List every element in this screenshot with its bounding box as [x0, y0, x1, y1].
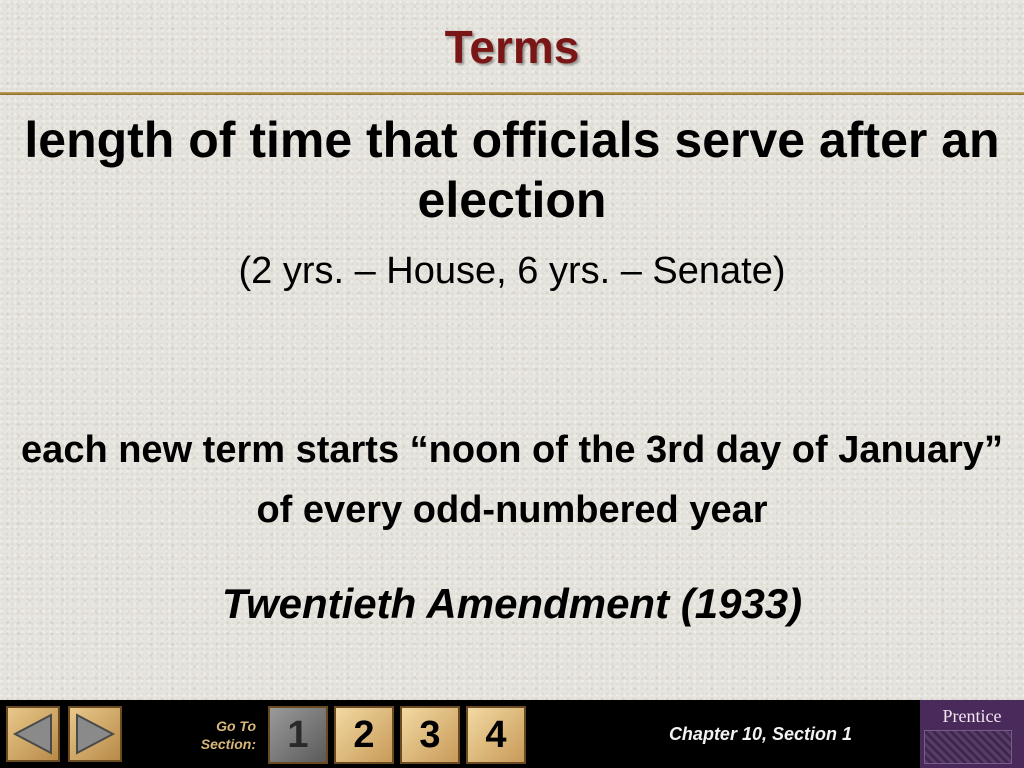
logo-emblem	[924, 730, 1012, 764]
amendment-reference: Twentieth Amendment (1933)	[221, 580, 803, 627]
chapter-section-label: Chapter 10, Section 1	[668, 724, 852, 744]
arrow-left-icon	[11, 711, 55, 757]
section-3-button[interactable]: 3	[400, 706, 460, 764]
section-4-button[interactable]: 4	[466, 706, 526, 764]
logo-text: Prentice	[942, 706, 1002, 726]
next-slide-button[interactable]	[68, 706, 122, 762]
slide-title: Terms	[444, 21, 580, 73]
section-2-button[interactable]: 2	[334, 706, 394, 764]
arrow-right-icon	[73, 711, 117, 757]
navigation-footer	[0, 700, 1024, 768]
title-divider	[0, 92, 1024, 95]
term-start-text: each new term starts “noon of the 3rd day of January” of every odd-numbered year	[21, 429, 1003, 531]
section-1-button[interactable]: 1	[268, 706, 328, 764]
term-definition: length of time that officials serve after an election	[24, 112, 1000, 228]
term-lengths-note: (2 yrs. – House, 6 yrs. – Senate)	[238, 250, 786, 292]
publisher-logo[interactable]	[920, 700, 1024, 768]
section-line: Section:	[200, 736, 256, 752]
previous-slide-button[interactable]	[6, 706, 60, 762]
go-to-line: Go To	[216, 718, 256, 734]
go-to-section-label	[168, 717, 256, 753]
